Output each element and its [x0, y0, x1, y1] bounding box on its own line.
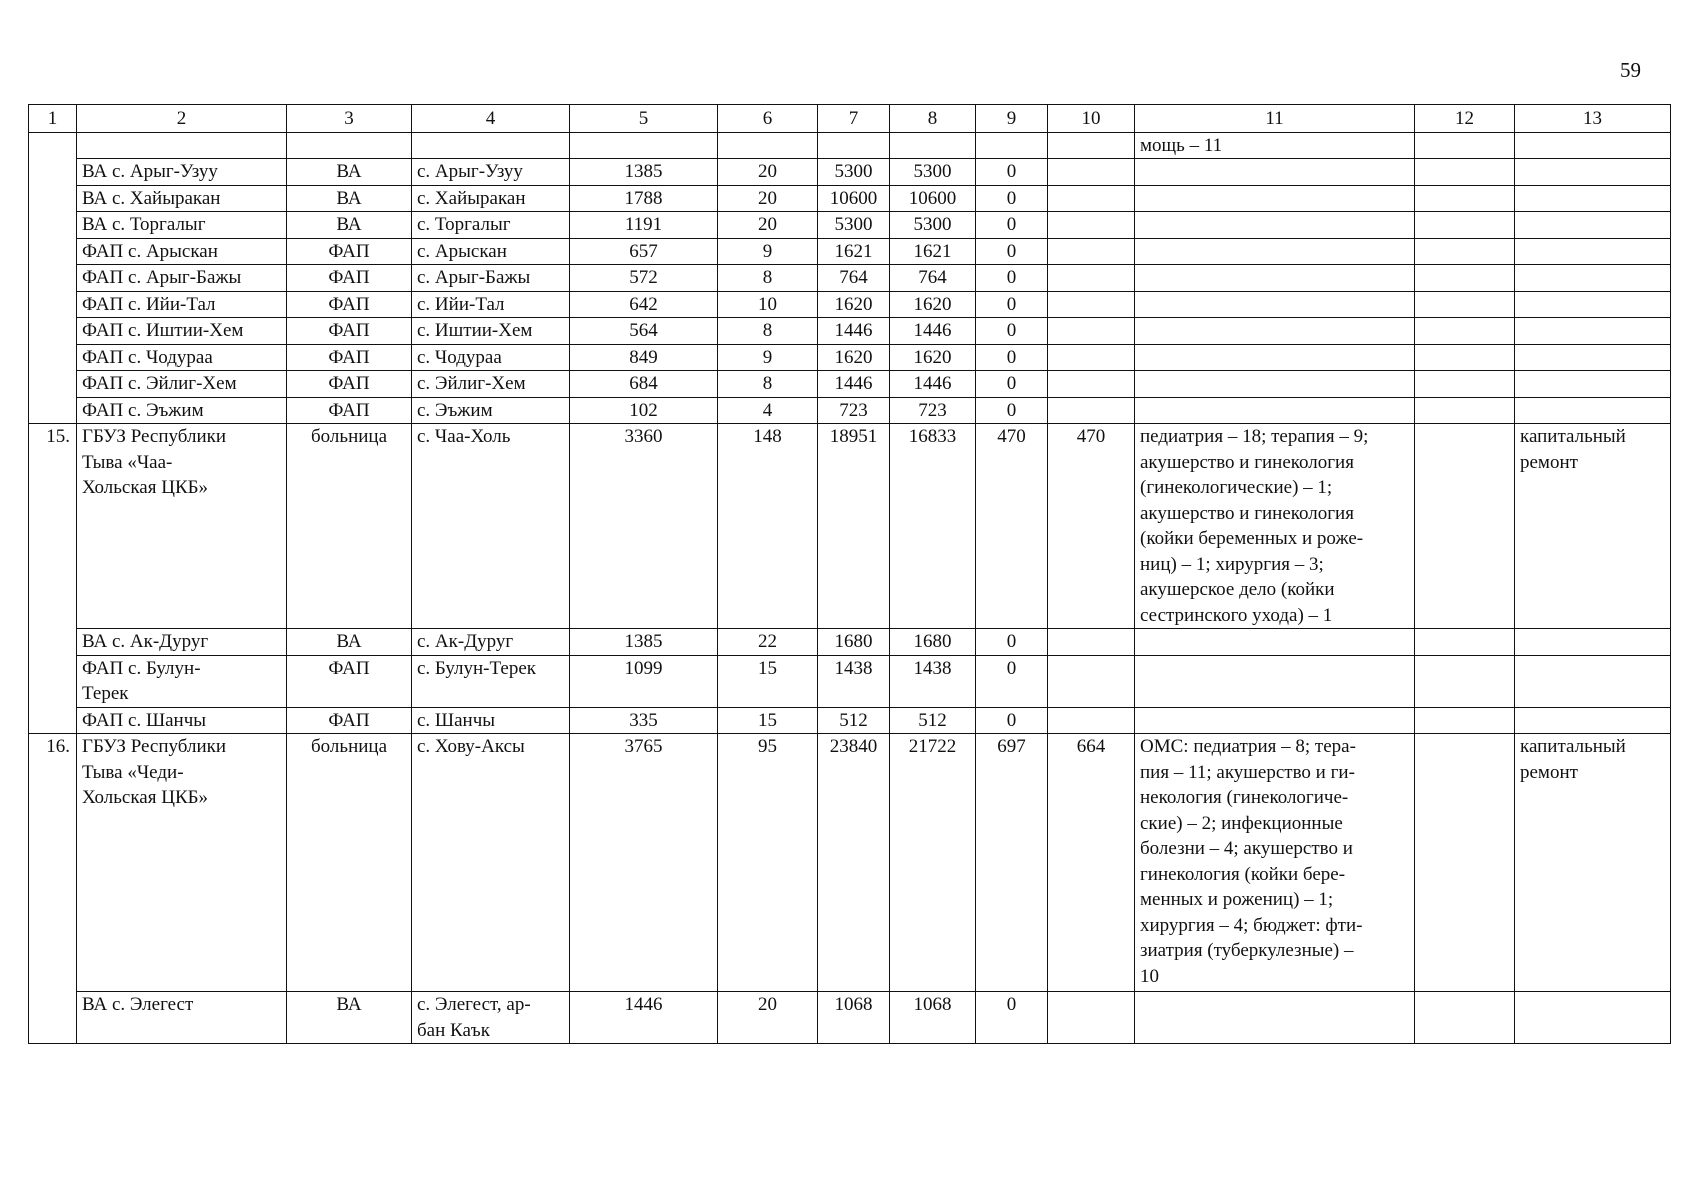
notes-cell — [1515, 318, 1671, 345]
value-cell: 10 — [718, 291, 818, 318]
locality-cell: с. Иштии-Хем — [412, 318, 570, 345]
notes-cell — [1515, 371, 1671, 398]
value-cell: 5300 — [818, 159, 890, 186]
value-cell: 5300 — [818, 212, 890, 239]
value-cell: 664 — [1048, 734, 1135, 992]
value-cell — [1415, 655, 1515, 707]
notes-cell — [1135, 655, 1415, 707]
value-cell: 23840 — [818, 734, 890, 992]
value-cell: 1620 — [818, 291, 890, 318]
value-cell — [1415, 424, 1515, 629]
locality-cell: с. Элегест, ар- бан Каък — [412, 992, 570, 1044]
locality-cell: с. Арыскан — [412, 238, 570, 265]
table-row — [29, 318, 1671, 345]
facility-type-cell: ВА — [287, 629, 412, 656]
facility-name-cell: ФАП с. Эйлиг-Хем — [77, 371, 287, 398]
value-cell: 512 — [890, 707, 976, 734]
table-row — [29, 159, 1671, 186]
value-cell — [1415, 318, 1515, 345]
value-cell — [1415, 185, 1515, 212]
value-cell: 1620 — [890, 344, 976, 371]
value-cell — [1415, 159, 1515, 186]
table-cell — [818, 132, 890, 159]
facility-name-cell: ФАП с. Ийи-Тал — [77, 291, 287, 318]
value-cell — [1415, 734, 1515, 992]
value-cell: 102 — [570, 397, 718, 424]
table-row — [29, 734, 1671, 992]
locality-cell: с. Арыг-Бажы — [412, 265, 570, 292]
table-row — [29, 424, 1671, 629]
locality-cell: с. Шанчы — [412, 707, 570, 734]
notes-cell — [1135, 371, 1415, 398]
value-cell: 1680 — [890, 629, 976, 656]
value-cell — [1048, 265, 1135, 292]
value-cell: 20 — [718, 992, 818, 1044]
table-cell — [77, 132, 287, 159]
notes-cell — [1515, 159, 1671, 186]
number-cell — [29, 707, 77, 734]
value-cell: 8 — [718, 318, 818, 345]
facility-name-cell: ВА с. Элегест — [77, 992, 287, 1044]
number-cell — [29, 238, 77, 265]
column-header: 2 — [77, 105, 287, 133]
notes-cell — [1515, 344, 1671, 371]
value-cell: 21722 — [890, 734, 976, 992]
facility-name-cell: ГБУЗ Республики Тыва «Чеди- Хольская ЦКБ» — [77, 734, 287, 992]
value-cell: 0 — [976, 238, 1048, 265]
locality-cell: с. Чаа-Холь — [412, 424, 570, 629]
value-cell: 0 — [976, 707, 1048, 734]
value-cell — [1415, 707, 1515, 734]
value-cell: 8 — [718, 371, 818, 398]
value-cell: 512 — [818, 707, 890, 734]
value-cell — [1415, 212, 1515, 239]
column-header: 11 — [1135, 105, 1415, 133]
value-cell: 657 — [570, 238, 718, 265]
number-cell: 15. — [29, 424, 77, 629]
value-cell: 1680 — [818, 629, 890, 656]
table-cell — [1048, 132, 1135, 159]
value-cell — [1415, 291, 1515, 318]
facility-type-cell: больница — [287, 424, 412, 629]
page-number: 59 — [1620, 58, 1641, 82]
facility-type-cell: ФАП — [287, 397, 412, 424]
value-cell: 684 — [570, 371, 718, 398]
value-cell: 20 — [718, 212, 818, 239]
number-cell — [29, 212, 77, 239]
table-cell — [718, 132, 818, 159]
notes-cell — [1135, 238, 1415, 265]
value-cell: 5300 — [890, 159, 976, 186]
column-header: 1 — [29, 105, 77, 133]
value-cell: 0 — [976, 344, 1048, 371]
number-cell — [29, 629, 77, 656]
value-cell: 564 — [570, 318, 718, 345]
notes-cell — [1135, 344, 1415, 371]
notes-cell — [1135, 159, 1415, 186]
notes-cell — [1515, 655, 1671, 707]
table-row — [29, 992, 1671, 1044]
value-cell — [1048, 159, 1135, 186]
notes-cell: капитальный ремонт — [1515, 734, 1671, 992]
notes-cell — [1515, 397, 1671, 424]
value-cell: 0 — [976, 265, 1048, 292]
value-cell — [1048, 291, 1135, 318]
facility-type-cell: ФАП — [287, 318, 412, 345]
locality-cell: с. Эъжим — [412, 397, 570, 424]
value-cell: 0 — [976, 629, 1048, 656]
value-cell — [1415, 397, 1515, 424]
value-cell: 1446 — [890, 371, 976, 398]
value-cell — [1048, 707, 1135, 734]
number-cell — [29, 655, 77, 707]
facility-type-cell: ВА — [287, 992, 412, 1044]
locality-cell: с. Торгалыг — [412, 212, 570, 239]
notes-cell — [1515, 707, 1671, 734]
value-cell: 1068 — [890, 992, 976, 1044]
value-cell: 697 — [976, 734, 1048, 992]
value-cell — [1415, 371, 1515, 398]
notes-cell — [1135, 397, 1415, 424]
column-header: 9 — [976, 105, 1048, 133]
number-cell — [29, 318, 77, 345]
facility-type-cell: ФАП — [287, 265, 412, 292]
notes-cell — [1135, 185, 1415, 212]
value-cell: 9 — [718, 238, 818, 265]
number-cell: 16. — [29, 734, 77, 992]
facility-name-cell: ФАП с. Арыскан — [77, 238, 287, 265]
value-cell: 723 — [890, 397, 976, 424]
locality-cell: с. Булун-Терек — [412, 655, 570, 707]
notes-cell — [1515, 629, 1671, 656]
value-cell: 0 — [976, 318, 1048, 345]
notes-cell: педиатрия – 18; терапия – 9; акушерство и гинекология (гинекологические) – 1; акушерство и гинекология (койки беременных и роже- ниц) – 1; хирургия – 3; акушерское дело (койки сестринского ухода) – 1 — [1135, 424, 1415, 629]
facilities-table — [28, 104, 1671, 1044]
value-cell: 0 — [976, 371, 1048, 398]
value-cell: 10600 — [818, 185, 890, 212]
notes-cell — [1135, 291, 1415, 318]
table-cell — [1515, 132, 1671, 159]
notes-cell — [1515, 238, 1671, 265]
facility-name-cell: ВА с. Арыг-Узуу — [77, 159, 287, 186]
value-cell: 22 — [718, 629, 818, 656]
facility-name-cell: ФАП с. Иштии-Хем — [77, 318, 287, 345]
locality-cell: с. Чодураа — [412, 344, 570, 371]
notes-cell — [1515, 291, 1671, 318]
value-cell: 1620 — [890, 291, 976, 318]
value-cell: 335 — [570, 707, 718, 734]
notes-cell — [1135, 212, 1415, 239]
notes-cell — [1515, 185, 1671, 212]
value-cell — [1048, 185, 1135, 212]
value-cell: 10600 — [890, 185, 976, 212]
value-cell: 1438 — [890, 655, 976, 707]
value-cell: 1385 — [570, 159, 718, 186]
notes-cell — [1515, 265, 1671, 292]
value-cell — [1415, 238, 1515, 265]
table-row — [29, 629, 1671, 656]
table-row — [29, 238, 1671, 265]
value-cell: 3765 — [570, 734, 718, 992]
column-header: 10 — [1048, 105, 1135, 133]
table-cell — [890, 132, 976, 159]
value-cell: 0 — [976, 655, 1048, 707]
value-cell — [1415, 992, 1515, 1044]
value-cell: 0 — [976, 212, 1048, 239]
value-cell: 1621 — [890, 238, 976, 265]
value-cell: 95 — [718, 734, 818, 992]
table-cell — [412, 132, 570, 159]
locality-cell: с. Хову-Аксы — [412, 734, 570, 992]
facility-type-cell: больница — [287, 734, 412, 992]
value-cell: 16833 — [890, 424, 976, 629]
table-cell — [570, 132, 718, 159]
column-header: 8 — [890, 105, 976, 133]
table-row — [29, 707, 1671, 734]
notes-cell — [1135, 318, 1415, 345]
value-cell: 1446 — [818, 371, 890, 398]
facility-name-cell: ФАП с. Чодураа — [77, 344, 287, 371]
table-row — [29, 397, 1671, 424]
number-cell — [29, 992, 77, 1044]
value-cell: 1621 — [818, 238, 890, 265]
value-cell: 470 — [976, 424, 1048, 629]
value-cell: 18951 — [818, 424, 890, 629]
value-cell: 1191 — [570, 212, 718, 239]
value-cell: 15 — [718, 655, 818, 707]
locality-cell: с. Ийи-Тал — [412, 291, 570, 318]
notes-cell — [1515, 212, 1671, 239]
value-cell: 9 — [718, 344, 818, 371]
facility-type-cell: ФАП — [287, 238, 412, 265]
facility-type-cell: ФАП — [287, 655, 412, 707]
notes-cell: мощь – 11 — [1135, 132, 1415, 159]
value-cell: 764 — [890, 265, 976, 292]
value-cell: 0 — [976, 992, 1048, 1044]
table-row — [29, 132, 1671, 159]
value-cell: 148 — [718, 424, 818, 629]
column-header: 7 — [818, 105, 890, 133]
value-cell — [1048, 371, 1135, 398]
facility-type-cell: ВА — [287, 212, 412, 239]
number-cell — [29, 344, 77, 371]
value-cell — [1415, 629, 1515, 656]
value-cell — [1048, 344, 1135, 371]
table-cell — [1415, 132, 1515, 159]
value-cell: 3360 — [570, 424, 718, 629]
value-cell: 1446 — [818, 318, 890, 345]
column-header: 3 — [287, 105, 412, 133]
number-cell — [29, 291, 77, 318]
facility-name-cell: ВА с. Ак-Дуруг — [77, 629, 287, 656]
column-header: 13 — [1515, 105, 1671, 133]
facility-type-cell: ФАП — [287, 707, 412, 734]
value-cell: 849 — [570, 344, 718, 371]
value-cell: 0 — [976, 159, 1048, 186]
value-cell: 0 — [976, 185, 1048, 212]
number-cell — [29, 159, 77, 186]
value-cell — [1415, 265, 1515, 292]
table-row — [29, 291, 1671, 318]
value-cell: 1438 — [818, 655, 890, 707]
number-cell — [29, 371, 77, 398]
value-cell: 15 — [718, 707, 818, 734]
value-cell: 1620 — [818, 344, 890, 371]
column-header: 6 — [718, 105, 818, 133]
value-cell — [1415, 344, 1515, 371]
value-cell: 572 — [570, 265, 718, 292]
facility-name-cell: ФАП с. Арыг-Бажы — [77, 265, 287, 292]
facility-type-cell: ВА — [287, 185, 412, 212]
value-cell: 5300 — [890, 212, 976, 239]
value-cell — [1048, 212, 1135, 239]
facility-type-cell: ФАП — [287, 344, 412, 371]
notes-cell — [1135, 992, 1415, 1044]
facility-name-cell: ФАП с. Булун- Терек — [77, 655, 287, 707]
value-cell: 8 — [718, 265, 818, 292]
value-cell: 1385 — [570, 629, 718, 656]
value-cell: 1099 — [570, 655, 718, 707]
value-cell: 4 — [718, 397, 818, 424]
notes-cell: ОМС: педиатрия – 8; тера- пия – 11; акушерство и ги- некология (гинекологиче- ские) – 2; инфекционные болезни – 4; акушерство и гинекология (койки бере- менных и рожениц) – 1; хирургия – 4; бюджет: фти- зиатрия (туберкулезные) – 10 — [1135, 734, 1415, 992]
number-cell — [29, 397, 77, 424]
column-header-row — [29, 105, 1671, 133]
column-header: 5 — [570, 105, 718, 133]
notes-cell — [1135, 707, 1415, 734]
column-header: 4 — [412, 105, 570, 133]
value-cell: 20 — [718, 159, 818, 186]
value-cell: 723 — [818, 397, 890, 424]
locality-cell: с. Арыг-Узуу — [412, 159, 570, 186]
locality-cell: с. Ак-Дуруг — [412, 629, 570, 656]
number-cell — [29, 265, 77, 292]
value-cell — [1048, 655, 1135, 707]
locality-cell: с. Эйлиг-Хем — [412, 371, 570, 398]
value-cell — [1048, 629, 1135, 656]
number-cell — [29, 132, 77, 159]
value-cell — [1048, 318, 1135, 345]
notes-cell: капитальный ремонт — [1515, 424, 1671, 629]
table-row — [29, 655, 1671, 707]
value-cell: 1446 — [570, 992, 718, 1044]
table-row — [29, 344, 1671, 371]
value-cell: 764 — [818, 265, 890, 292]
value-cell — [1048, 238, 1135, 265]
table-cell — [287, 132, 412, 159]
value-cell: 470 — [1048, 424, 1135, 629]
value-cell — [1048, 397, 1135, 424]
value-cell: 1788 — [570, 185, 718, 212]
facility-type-cell: ВА — [287, 159, 412, 186]
value-cell: 0 — [976, 291, 1048, 318]
facility-name-cell: ФАП с. Шанчы — [77, 707, 287, 734]
value-cell: 1446 — [890, 318, 976, 345]
table-row — [29, 371, 1671, 398]
facility-type-cell: ФАП — [287, 371, 412, 398]
notes-cell — [1135, 629, 1415, 656]
facility-name-cell: ГБУЗ Республики Тыва «Чаа- Хольская ЦКБ» — [77, 424, 287, 629]
facility-name-cell: ВА с. Торгалыг — [77, 212, 287, 239]
number-cell — [29, 185, 77, 212]
facility-name-cell: ФАП с. Эъжим — [77, 397, 287, 424]
value-cell: 20 — [718, 185, 818, 212]
facility-type-cell: ФАП — [287, 291, 412, 318]
table-row — [29, 185, 1671, 212]
notes-cell — [1135, 265, 1415, 292]
table-row — [29, 265, 1671, 292]
column-header: 12 — [1415, 105, 1515, 133]
value-cell: 1068 — [818, 992, 890, 1044]
notes-cell — [1515, 992, 1671, 1044]
value-cell: 0 — [976, 397, 1048, 424]
facility-name-cell: ВА с. Хайыракан — [77, 185, 287, 212]
table-cell — [976, 132, 1048, 159]
value-cell: 642 — [570, 291, 718, 318]
locality-cell: с. Хайыракан — [412, 185, 570, 212]
value-cell — [1048, 992, 1135, 1044]
table-row — [29, 212, 1671, 239]
